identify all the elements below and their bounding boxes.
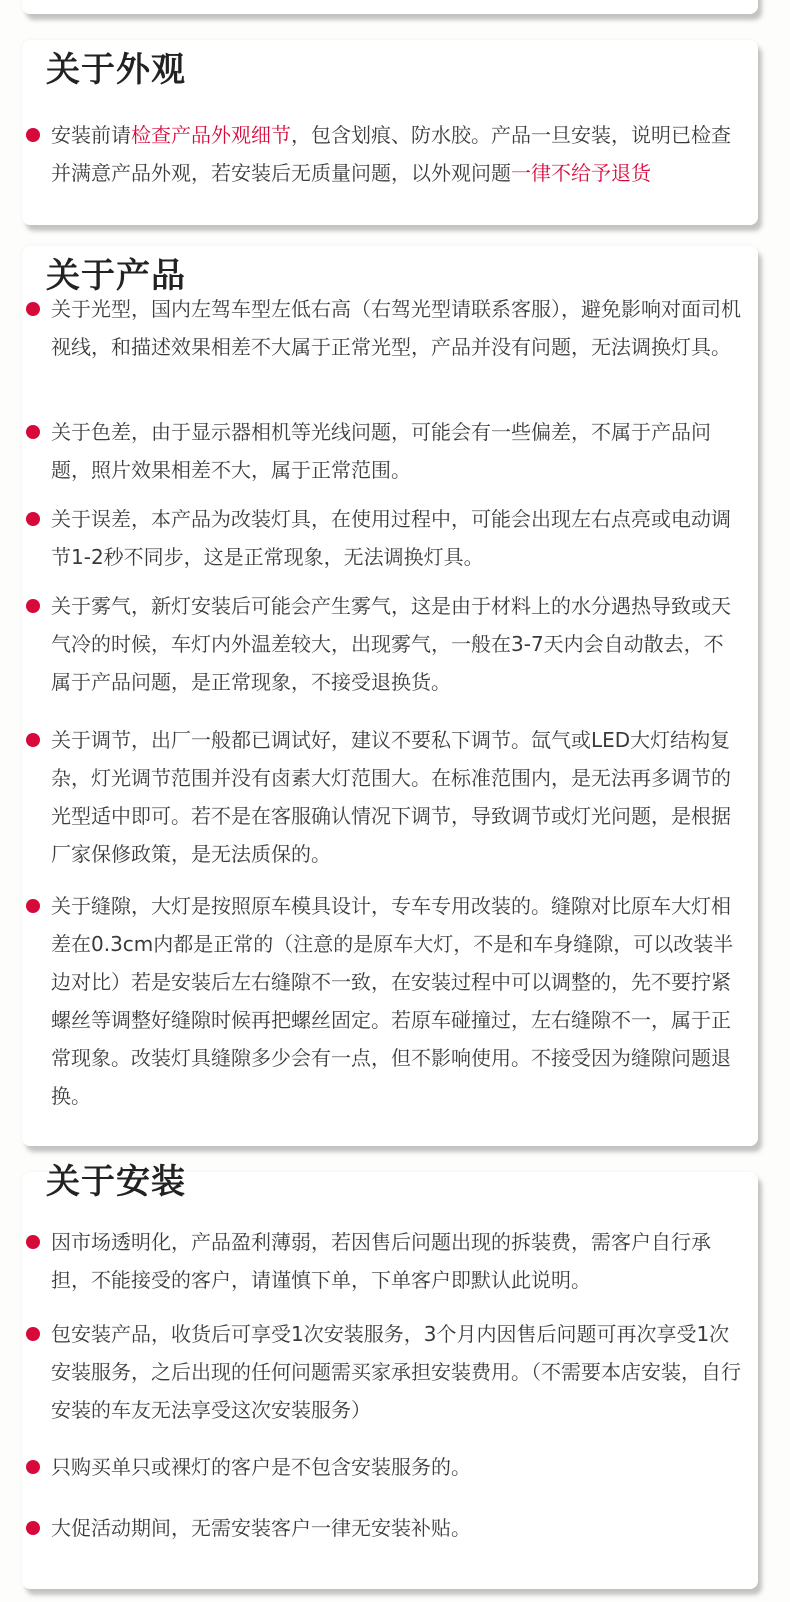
product-item-beam: 关于光型，国内左驾车型左低右高（右驾光型请联系客服），避免影响对面司机视线，和描述效果相差不大属于正常光型，产品并没有问题，无法调换灯具。	[51, 297, 741, 359]
install-item-service: 包安装产品，收货后可享受1次安装服务，3个月内因售后问题可再次享受1次安装服务，之后出现的任何问题需买家承担安装费用。（不需要本店安装，自行安装的车友无法享受这次安装服务）	[51, 1322, 741, 1422]
previous-card-edge	[22, 0, 758, 14]
product-item-fog: 关于雾气，新灯安装后可能会产生雾气，这是由于材料上的水分遇热导致或天气冷的时候，车灯内外温差较大，出现雾气，一般在3-7天内会自动散去，不属于产品问题，是正常现象，不接受退换货。	[51, 594, 731, 694]
bullet-dot-icon	[26, 302, 40, 316]
bullet-dot-icon	[26, 1235, 40, 1249]
bullet-dot-icon	[26, 512, 40, 526]
bullet-dot-icon	[26, 1327, 40, 1341]
product-item-gap: 关于缝隙，大灯是按照原车模具设计，专车专用改装的。缝隙对比原车大灯相差在0.3cm内都是正常的（注意的是原车大灯，不是和车身缝隙，可以改装半边对比）若是安装后左右缝隙不一致，在安装过程中可以调整的，先不要拧紧螺丝等调整好缝隙时候再把螺丝固定。若原车碰撞过，左右缝隙不一，属于正常现象。改装灯具缝隙多少会有一点，但不影响使用。不接受因为缝隙问题退换。	[51, 894, 734, 1108]
bullet-dot-icon	[26, 733, 40, 747]
product-item-color: 关于色差，由于显示器相机等光线问题，可能会有一些偏差，不属于产品问题，照片效果相差不大，属于正常范围。	[51, 420, 711, 482]
highlight-check-details: 检查产品外观细节	[131, 123, 291, 147]
appearance-title: 关于外观	[46, 50, 186, 90]
bullet-dot-icon	[26, 899, 40, 913]
install-item-promo: 大促活动期间，无需安装客户一律无安装补贴。	[51, 1516, 471, 1540]
bullet-dot-icon	[26, 128, 40, 142]
product-item-error: 关于误差，本产品为改装灯具，在使用过程中，可能会出现左右点亮或电动调节1-2秒不同步，这是正常现象，无法调换灯具。	[51, 507, 731, 569]
appearance-item-text	[51, 116, 741, 192]
product-item-adjust: 关于调节，出厂一般都已调试好，建议不要私下调节。氙气或LED大灯结构复杂，灯光调节范围并没有卤素大灯范围大。在标准范围内，是无法再多调节的光型适中即可。若不是在客服确认情况下调节，导致调节或灯光问题，是根据厂家保修政策，是无法质保的。	[51, 728, 731, 866]
appearance-card	[22, 40, 758, 225]
text-segment: 安装前请	[51, 123, 131, 147]
bullet-dot-icon	[26, 1460, 40, 1474]
install-item-fee: 因市场透明化，产品盈利薄弱，若因售后问题出现的拆装费，需客户自行承担，不能接受的客户，请谨慎下单，下单客户即默认此说明。	[51, 1230, 711, 1292]
install-title: 关于安装	[46, 1162, 186, 1202]
product-title: 关于产品	[46, 256, 186, 296]
product-card	[22, 246, 758, 1146]
bullet-dot-icon	[26, 1521, 40, 1535]
bullet-dot-icon	[26, 599, 40, 613]
install-card	[22, 1162, 758, 1589]
install-item-single: 只购买单只或裸灯的客户是不包含安装服务的。	[51, 1455, 471, 1479]
bullet-dot-icon	[26, 425, 40, 439]
text-segment: ，包含划痕、防水胶。产品一旦安装，说明已检查并满意产品外观，若安装后无质量问题，以外观问题	[51, 123, 731, 185]
highlight-no-return: 一律不给予退货	[511, 161, 651, 185]
